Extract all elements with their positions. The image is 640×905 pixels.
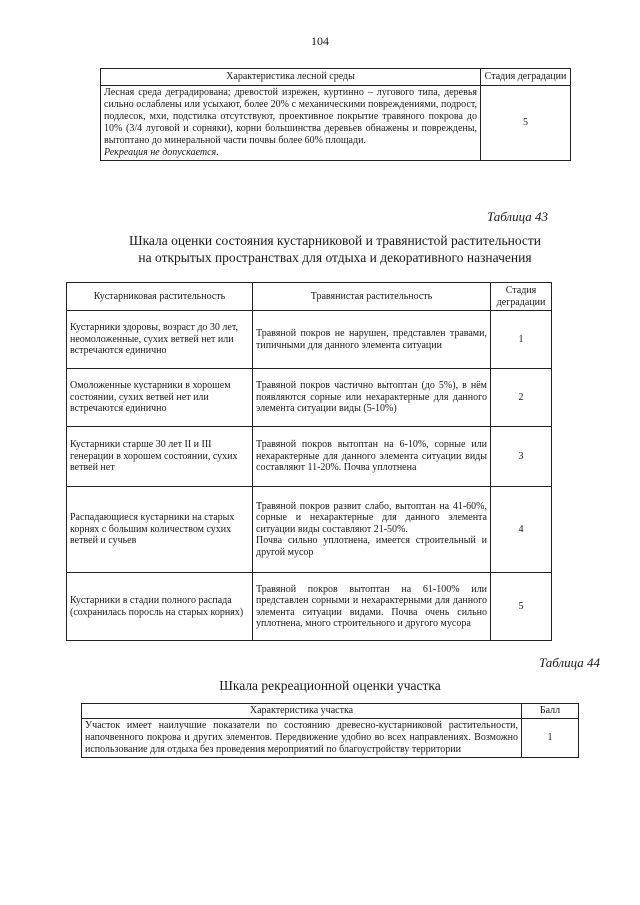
previous-table [100,68,571,161]
grass-text-2: Почва сильно уплотнена, имеется строительный и другой мусор [256,535,487,559]
stage-cell: 3 [491,427,552,487]
header-score: Балл [522,704,579,719]
recreation-note: Рекреация не допускается. [104,147,219,158]
grass-cell [253,487,491,573]
grass-cell: Травяной покров не нарушен, представлен травами, типичными для данного элемента ситуации [253,311,491,369]
header-shrub: Кустарниковая растительность [67,283,253,311]
table44 [81,703,579,758]
table44-caption: Таблица 44 [538,655,600,670]
stage-cell: 4 [491,487,552,573]
shrub-cell: Омоложенные кустарники в хорошем состоянии, сухих ветвей нет или встречаются единично [67,369,253,427]
header-stage: Стадия деградации [491,283,552,311]
table-row [67,427,552,487]
table-header-row [82,704,579,719]
page-number: 104 [311,34,329,48]
table-row [67,573,552,641]
table-row [67,311,552,369]
table-row [67,369,552,427]
grass-text: Травяной покров развит слабо, вытоптан на 41-60%, сорные и нехарактерные для данного элемента ситуации виды составляют 21-50%. [256,500,487,535]
table-row [67,487,552,573]
forest-text: Лесная среда деградирована; древостой изрежен, куртинно – лугового типа, деревья сильно ослаблены или усыхают, более 20% с механическими повреждениями, подрост, подлесок, мхи, подстилка отсутствуют, проективное покрытие травяного покрова до 10% (3/4 луговой и сорняки), корни большинства деревьев обнажены и повреждены, вытоптано до минеральной части почвы более 60% площади. [104,87,477,146]
shrub-cell: Кустарники в стадии полного распада (сохранилась поросль на старых корнях) [67,573,253,641]
header-characteristic: Характеристика лесной среды [101,69,481,86]
shrub-cell: Кустарники старше 30 лет II и III генерации в хорошем состоянии, сухих ветвей нет [67,427,253,487]
stage-value: 5 [481,86,571,161]
table43-caption: Таблица 43 [486,209,548,224]
table43 [66,282,552,641]
table43-title-line2: на открытых пространствах для отдыха и декоративного назначения [138,250,532,265]
stage-cell: 5 [491,573,552,641]
shrub-cell: Распадающиеся кустарники на старых корнях с большим количеством сухих ветвей и сучьев [67,487,253,573]
table-row [101,86,571,161]
stage-cell: 2 [491,369,552,427]
grass-cell: Травяной покров вытоптан на 61-100% или представлен сорными и нехарактерными для данного элемента ситуации видами. Почва очень сильно уплотнена, много строительного и другого мусора [253,573,491,641]
table-row [82,719,579,758]
table44-title: Шкала рекреационной оценки участка [219,678,441,693]
grass-cell: Травяной покров вытоптан на 6-10%, сорные или нехарактерные для данного элемента ситуации виды составляют 11-20%. Почва уплотнена [253,427,491,487]
table43-title-line1: Шкала оценки состояния кустарниковой и травянистой растительности [128,233,542,248]
stage-cell: 1 [491,311,552,369]
shrub-cell: Кустарники здоровы, возраст до 30 лет, неомоложенные, сухих ветвей нет или встречаются единично [67,311,253,369]
header-grass: Травянистая растительность [253,283,491,311]
table-header-row [67,283,552,311]
forest-description [101,86,481,161]
score-value: 1 [522,719,579,758]
header-characteristic: Характеристика участка [82,704,522,719]
table-header-row [101,69,571,86]
grass-cell: Травяной покров частично вытоптан (до 5%), в нём появляются сорные или нехарактерные для данного элемента ситуации виды (5-10%) [253,369,491,427]
header-stage: Стадия деградации [481,69,571,86]
site-description: Участок имеет наилучшие показатели по состоянию древесно-кустарниковой растительности, напочвенного покрова и других элементов. Передвижение удобно во всех направлениях. Возможно использование для отдыха без проведения мероприятий по благоустройству территории [82,719,522,758]
